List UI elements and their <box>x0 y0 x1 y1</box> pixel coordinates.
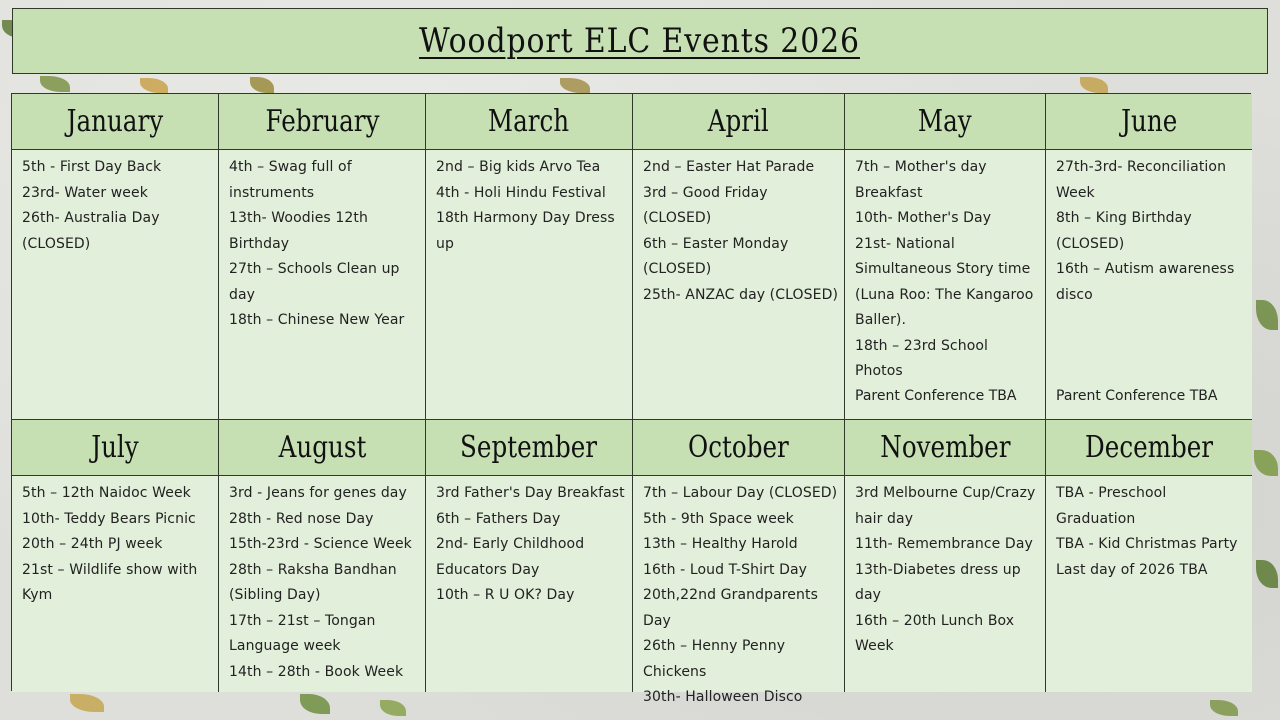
month-header-august <box>219 420 426 476</box>
event-item: 20th,22nd Grandparents Day <box>643 587 818 629</box>
month-name: December <box>1084 430 1213 465</box>
event-item: 21st- National Simultaneous Story time (Luna Roo: The Kangaroo Baller). <box>855 235 1034 328</box>
event-item: 5th – 12th Naidoc Week <box>22 485 191 501</box>
month-events-june <box>1046 150 1252 420</box>
event-item: 25th- ANZAC day (CLOSED) <box>643 286 839 303</box>
month-events-january <box>12 150 219 420</box>
event-item: 6th – Easter Monday (CLOSED) <box>643 235 789 277</box>
month-header-june <box>1046 94 1252 150</box>
event-item: Last day of 2026 TBA <box>1056 561 1208 578</box>
event-item: 28th - Red nose Day <box>229 510 374 527</box>
event-item: 18th – Chinese New Year <box>229 312 405 328</box>
month-header-april <box>633 94 845 150</box>
event-item: 5th - First Day Back <box>22 159 162 175</box>
event-item: 11th- Remembrance Day <box>855 536 1033 552</box>
event-item: 2nd – Big kids Arvo Tea <box>436 159 601 175</box>
month-name: November <box>879 430 1011 465</box>
event-item: 28th – Raksha Bandhan (Sibling Day) <box>229 561 397 603</box>
month-name: August <box>278 430 366 465</box>
month-events-may <box>845 150 1046 420</box>
month-name: March <box>488 104 570 139</box>
event-item: TBA - Kid Christmas Party <box>1056 536 1238 552</box>
event-item: 18th Harmony Day Dress up <box>436 210 615 252</box>
event-item: 10th- Mother's Day <box>855 210 992 226</box>
event-item: 3rd Father's Day Breakfast <box>436 485 625 501</box>
events-calendar-grid <box>11 93 1251 705</box>
month-header-july <box>12 420 219 476</box>
event-item: 23rd- Water week <box>22 184 148 201</box>
month-events-march <box>426 150 633 420</box>
event-item: 26th – Henny Penny Chickens <box>643 638 786 680</box>
event-item: 15th-23rd - Science Week <box>229 536 412 552</box>
month-events-august <box>219 476 426 692</box>
month-header-january <box>12 94 219 150</box>
month-name: September <box>460 430 598 465</box>
event-item: 18th – 23rd School Photos <box>855 337 989 379</box>
event-item: 17th – 21st – Tongan Language week <box>229 612 376 654</box>
event-item: 7th – Labour Day (CLOSED) <box>643 485 838 501</box>
month-header-november <box>845 420 1046 476</box>
month-name: February <box>265 104 379 139</box>
event-item: 7th – Mother's day Breakfast <box>855 159 987 201</box>
month-header-may <box>845 94 1046 150</box>
month-note: Parent Conference TBA <box>855 387 1017 404</box>
month-name: July <box>91 430 139 465</box>
event-item: 5th - 9th Space week <box>643 510 794 527</box>
month-note: Parent Conference TBA <box>1056 387 1218 404</box>
event-item: 30th- Halloween Disco <box>643 689 803 705</box>
event-item: 13th-Diabetes dress up day <box>855 561 1021 603</box>
event-item: 4th – Swag full of instruments <box>229 159 352 201</box>
title-banner <box>12 8 1268 74</box>
event-item: 27th-3rd- Reconciliation Week <box>1056 159 1227 201</box>
month-events-december <box>1046 476 1252 692</box>
month-events-october <box>633 476 845 705</box>
event-item: TBA - Preschool Graduation <box>1056 485 1167 527</box>
event-item: 3rd - Jeans for genes day <box>229 485 407 501</box>
event-item: 21st – Wildlife show with Kym <box>22 561 198 603</box>
month-name: June <box>1120 104 1178 139</box>
event-item: 27th – Schools Clean up day <box>229 261 400 303</box>
event-item: 3rd Melbourne Cup/Crazy hair day <box>855 485 1036 527</box>
month-header-march <box>426 94 633 150</box>
event-item: 4th - Holi Hindu Festival <box>436 184 606 201</box>
event-item: 10th – R U OK? Day <box>436 587 575 603</box>
month-name: May <box>918 104 972 139</box>
month-events-september <box>426 476 633 692</box>
event-item: 10th- Teddy Bears Picnic <box>22 510 196 527</box>
month-events-february <box>219 150 426 420</box>
month-name: October <box>688 430 789 465</box>
event-item: 2nd – Easter Hat Parade <box>643 159 815 175</box>
month-header-september <box>426 420 633 476</box>
event-item: 16th – Autism awareness disco <box>1056 261 1235 303</box>
month-events-april <box>633 150 845 420</box>
event-item: 3rd – Good Friday (CLOSED) <box>643 184 768 226</box>
event-item: 8th – King Birthday (CLOSED) <box>1056 210 1192 252</box>
month-name: January <box>66 104 164 139</box>
event-item: 13th – Healthy Harold <box>643 536 798 552</box>
event-item: 16th - Loud T-Shirt Day <box>643 561 808 578</box>
month-events-november <box>845 476 1046 692</box>
month-events-july <box>12 476 219 692</box>
month-header-december <box>1046 420 1252 476</box>
event-item: 20th – 24th PJ week <box>22 536 163 552</box>
month-name: April <box>707 104 770 139</box>
event-item: 26th- Australia Day (CLOSED) <box>22 210 160 252</box>
month-header-february <box>219 94 426 150</box>
event-item: 13th- Woodies 12th Birthday <box>229 210 368 252</box>
month-header-october <box>633 420 845 476</box>
event-item: 16th – 20th Lunch Box Week <box>855 612 1015 654</box>
event-item: 2nd- Early Childhood Educators Day <box>436 536 585 578</box>
event-item: 14th – 28th - Book Week <box>229 663 404 680</box>
event-item: 6th – Fathers Day <box>436 510 561 527</box>
page-title: Woodport ELC Events 2026 <box>419 21 861 61</box>
